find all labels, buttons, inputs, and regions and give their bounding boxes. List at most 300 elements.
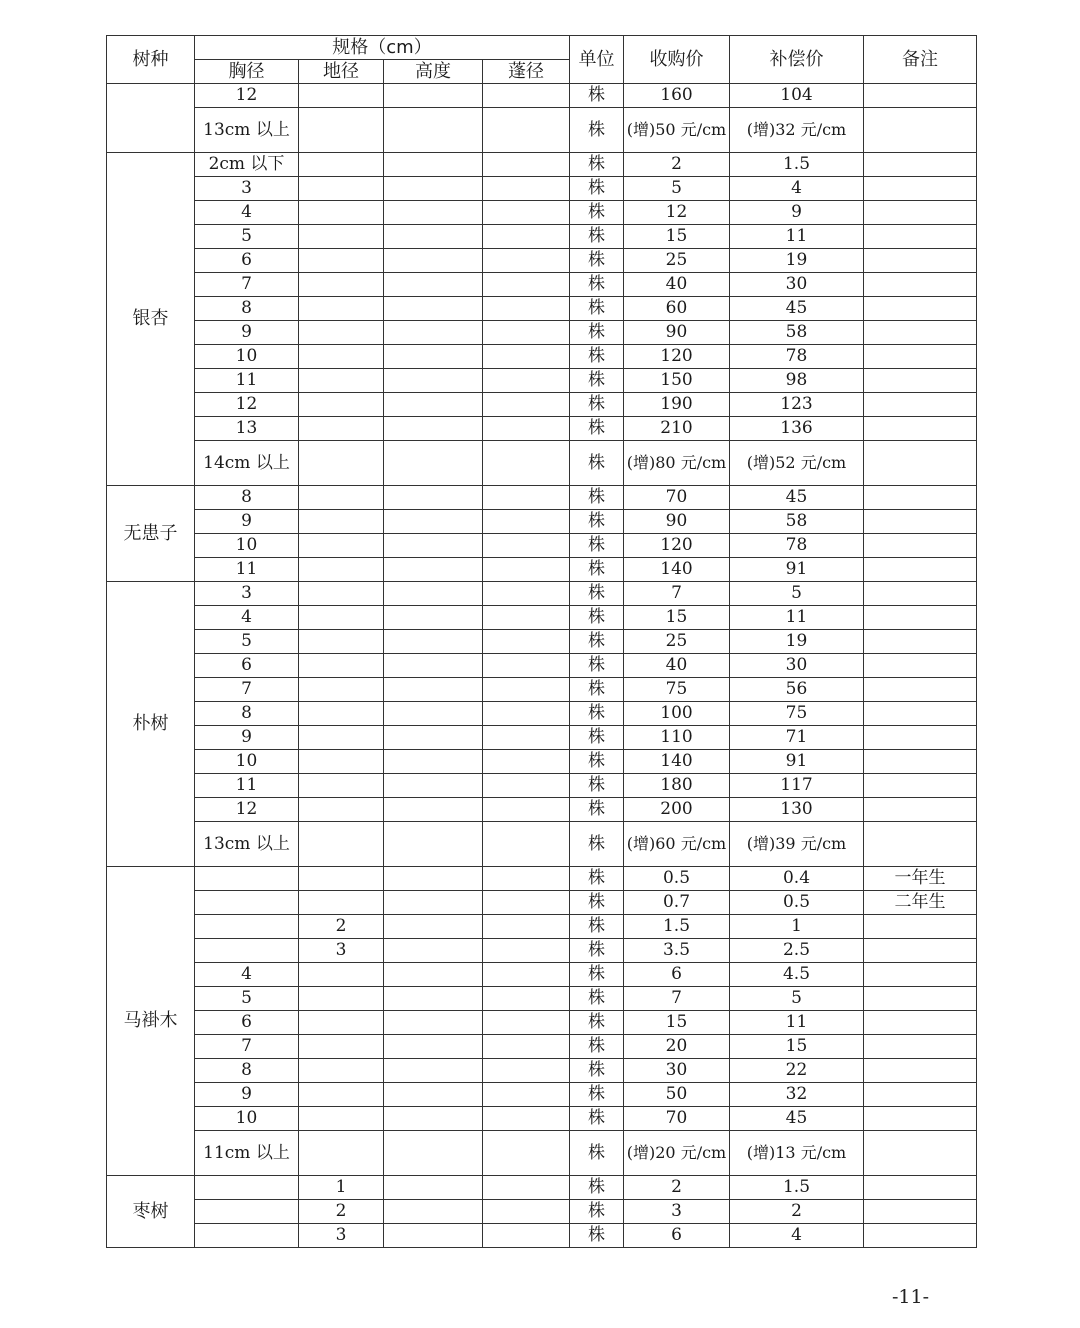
breast-diameter-cell: 11 — [195, 369, 299, 393]
unit-cell: 株 — [570, 1200, 624, 1224]
crown-diameter-cell — [483, 201, 570, 225]
purchase-price-cell: 15 — [624, 1011, 730, 1035]
ground-diameter-cell — [299, 225, 384, 249]
breast-diameter-cell: 12 — [195, 84, 299, 108]
compensation-price-cell: (增)52 元/cm — [730, 441, 864, 486]
breast-diameter-cell: 5 — [195, 225, 299, 249]
unit-cell: 株 — [570, 393, 624, 417]
purchase-price-cell: 7 — [624, 987, 730, 1011]
height-cell — [384, 297, 483, 321]
purchase-price-cell: 15 — [624, 225, 730, 249]
crown-diameter-cell — [483, 345, 570, 369]
table-row — [107, 798, 977, 822]
note-cell — [864, 297, 977, 321]
purchase-price-cell: 60 — [624, 297, 730, 321]
height-cell — [384, 558, 483, 582]
crown-diameter-cell — [483, 798, 570, 822]
crown-diameter-cell — [483, 750, 570, 774]
purchase-price-cell: 7 — [624, 582, 730, 606]
crown-diameter-cell — [483, 582, 570, 606]
table-row — [107, 654, 977, 678]
unit-cell: 株 — [570, 822, 624, 867]
unit-cell: 株 — [570, 987, 624, 1011]
breast-diameter-cell: 10 — [195, 345, 299, 369]
height-cell — [384, 273, 483, 297]
crown-diameter-cell — [483, 486, 570, 510]
ground-diameter-cell — [299, 867, 384, 891]
note-cell — [864, 1200, 977, 1224]
ground-diameter-cell — [299, 153, 384, 177]
price-table — [106, 35, 977, 1248]
breast-diameter-cell — [195, 915, 299, 939]
breast-diameter-cell: 11cm 以上 — [195, 1131, 299, 1176]
header-note: 备注 — [864, 36, 977, 84]
species-cell: 枣树 — [107, 1176, 195, 1248]
breast-diameter-cell: 12 — [195, 393, 299, 417]
note-cell — [864, 1011, 977, 1035]
ground-diameter-cell — [299, 273, 384, 297]
breast-diameter-cell: 6 — [195, 249, 299, 273]
unit-cell: 株 — [570, 297, 624, 321]
breast-diameter-cell — [195, 939, 299, 963]
ground-diameter-cell — [299, 963, 384, 987]
note-cell — [864, 345, 977, 369]
height-cell — [384, 678, 483, 702]
crown-diameter-cell — [483, 606, 570, 630]
unit-cell: 株 — [570, 273, 624, 297]
ground-diameter-cell — [299, 726, 384, 750]
note-cell — [864, 1131, 977, 1176]
table-row — [107, 177, 977, 201]
height-cell — [384, 822, 483, 867]
table-row — [107, 606, 977, 630]
compensation-price-cell: 123 — [730, 393, 864, 417]
table-row — [107, 1176, 977, 1200]
ground-diameter-cell: 1 — [299, 1176, 384, 1200]
ground-diameter-cell — [299, 510, 384, 534]
breast-diameter-cell: 10 — [195, 534, 299, 558]
table-row — [107, 510, 977, 534]
header-breast-diameter: 胸径 — [195, 60, 299, 84]
height-cell — [384, 225, 483, 249]
unit-cell: 株 — [570, 441, 624, 486]
crown-diameter-cell — [483, 1107, 570, 1131]
breast-diameter-cell: 3 — [195, 177, 299, 201]
unit-cell: 株 — [570, 369, 624, 393]
compensation-price-cell: 11 — [730, 1011, 864, 1035]
table-row — [107, 201, 977, 225]
compensation-price-cell: 45 — [730, 1107, 864, 1131]
note-cell — [864, 1035, 977, 1059]
purchase-price-cell: 70 — [624, 1107, 730, 1131]
compensation-price-cell: 22 — [730, 1059, 864, 1083]
purchase-price-cell: 6 — [624, 963, 730, 987]
species-cell: 无患子 — [107, 486, 195, 582]
ground-diameter-cell — [299, 345, 384, 369]
unit-cell: 株 — [570, 963, 624, 987]
table-row — [107, 297, 977, 321]
table-row — [107, 822, 977, 867]
breast-diameter-cell: 6 — [195, 654, 299, 678]
note-cell — [864, 510, 977, 534]
unit-cell: 株 — [570, 534, 624, 558]
unit-cell: 株 — [570, 177, 624, 201]
purchase-price-cell: (增)60 元/cm — [624, 822, 730, 867]
note-cell — [864, 1107, 977, 1131]
compensation-price-cell: 11 — [730, 606, 864, 630]
compensation-price-cell: 19 — [730, 249, 864, 273]
purchase-price-cell: 0.7 — [624, 891, 730, 915]
compensation-price-cell: 75 — [730, 702, 864, 726]
note-cell — [864, 798, 977, 822]
ground-diameter-cell — [299, 558, 384, 582]
crown-diameter-cell — [483, 963, 570, 987]
note-cell — [864, 201, 977, 225]
ground-diameter-cell — [299, 822, 384, 867]
table-row — [107, 321, 977, 345]
header-compensation-price: 补偿价 — [730, 36, 864, 84]
note-cell — [864, 750, 977, 774]
crown-diameter-cell — [483, 369, 570, 393]
ground-diameter-cell — [299, 417, 384, 441]
unit-cell: 株 — [570, 486, 624, 510]
height-cell — [384, 321, 483, 345]
table-row — [107, 486, 977, 510]
breast-diameter-cell: 7 — [195, 1035, 299, 1059]
compensation-price-cell: 117 — [730, 774, 864, 798]
crown-diameter-cell — [483, 1059, 570, 1083]
compensation-price-cell: (增)39 元/cm — [730, 822, 864, 867]
header-purchase-price: 收购价 — [624, 36, 730, 84]
table-row — [107, 774, 977, 798]
purchase-price-cell: 90 — [624, 510, 730, 534]
table-row — [107, 939, 977, 963]
purchase-price-cell: 70 — [624, 486, 730, 510]
height-cell — [384, 1131, 483, 1176]
purchase-price-cell: (增)50 元/cm — [624, 108, 730, 153]
crown-diameter-cell — [483, 225, 570, 249]
table-row — [107, 1011, 977, 1035]
compensation-price-cell: 136 — [730, 417, 864, 441]
crown-diameter-cell — [483, 297, 570, 321]
note-cell — [864, 606, 977, 630]
height-cell — [384, 201, 483, 225]
ground-diameter-cell — [299, 630, 384, 654]
purchase-price-cell: 50 — [624, 1083, 730, 1107]
ground-diameter-cell — [299, 702, 384, 726]
purchase-price-cell: (增)80 元/cm — [624, 441, 730, 486]
unit-cell: 株 — [570, 750, 624, 774]
table-row — [107, 393, 977, 417]
breast-diameter-cell: 9 — [195, 1083, 299, 1107]
note-cell — [864, 774, 977, 798]
unit-cell: 株 — [570, 582, 624, 606]
purchase-price-cell: 190 — [624, 393, 730, 417]
unit-cell: 株 — [570, 1224, 624, 1248]
compensation-price-cell: 91 — [730, 558, 864, 582]
unit-cell: 株 — [570, 201, 624, 225]
height-cell — [384, 84, 483, 108]
ground-diameter-cell — [299, 84, 384, 108]
table-row — [107, 441, 977, 486]
crown-diameter-cell — [483, 1011, 570, 1035]
height-cell — [384, 108, 483, 153]
table-row — [107, 987, 977, 1011]
breast-diameter-cell: 11 — [195, 774, 299, 798]
purchase-price-cell: (增)20 元/cm — [624, 1131, 730, 1176]
crown-diameter-cell — [483, 1176, 570, 1200]
purchase-price-cell: 2 — [624, 153, 730, 177]
ground-diameter-cell — [299, 750, 384, 774]
ground-diameter-cell — [299, 987, 384, 1011]
unit-cell: 株 — [570, 558, 624, 582]
purchase-price-cell: 1.5 — [624, 915, 730, 939]
height-cell — [384, 1176, 483, 1200]
table-row — [107, 582, 977, 606]
compensation-price-cell: 2 — [730, 1200, 864, 1224]
breast-diameter-cell: 2cm 以下 — [195, 153, 299, 177]
header-species: 树种 — [107, 36, 195, 84]
height-cell — [384, 417, 483, 441]
ground-diameter-cell — [299, 798, 384, 822]
ground-diameter-cell — [299, 393, 384, 417]
ground-diameter-cell: 3 — [299, 939, 384, 963]
ground-diameter-cell — [299, 774, 384, 798]
purchase-price-cell: 15 — [624, 606, 730, 630]
table-row — [107, 1035, 977, 1059]
crown-diameter-cell — [483, 822, 570, 867]
purchase-price-cell: 180 — [624, 774, 730, 798]
crown-diameter-cell — [483, 867, 570, 891]
height-cell — [384, 1200, 483, 1224]
compensation-price-cell: 130 — [730, 798, 864, 822]
note-cell — [864, 486, 977, 510]
compensation-price-cell: 91 — [730, 750, 864, 774]
height-cell — [384, 798, 483, 822]
crown-diameter-cell — [483, 630, 570, 654]
height-cell — [384, 153, 483, 177]
compensation-price-cell: 71 — [730, 726, 864, 750]
height-cell — [384, 486, 483, 510]
crown-diameter-cell — [483, 915, 570, 939]
crown-diameter-cell — [483, 987, 570, 1011]
unit-cell: 株 — [570, 606, 624, 630]
compensation-price-cell: 19 — [730, 630, 864, 654]
height-cell — [384, 441, 483, 486]
ground-diameter-cell — [299, 606, 384, 630]
ground-diameter-cell — [299, 1107, 384, 1131]
table-row — [107, 1107, 977, 1131]
table-row — [107, 726, 977, 750]
breast-diameter-cell: 9 — [195, 510, 299, 534]
height-cell — [384, 249, 483, 273]
crown-diameter-cell — [483, 774, 570, 798]
compensation-price-cell: 32 — [730, 1083, 864, 1107]
crown-diameter-cell — [483, 678, 570, 702]
ground-diameter-cell — [299, 297, 384, 321]
compensation-price-cell: 45 — [730, 297, 864, 321]
compensation-price-cell: (增)13 元/cm — [730, 1131, 864, 1176]
table-row — [107, 1131, 977, 1176]
breast-diameter-cell: 10 — [195, 1107, 299, 1131]
unit-cell: 株 — [570, 891, 624, 915]
purchase-price-cell: 140 — [624, 750, 730, 774]
height-cell — [384, 1059, 483, 1083]
compensation-price-cell: 56 — [730, 678, 864, 702]
table-row — [107, 225, 977, 249]
crown-diameter-cell — [483, 393, 570, 417]
compensation-price-cell: 58 — [730, 510, 864, 534]
purchase-price-cell: 140 — [624, 558, 730, 582]
unit-cell: 株 — [570, 1011, 624, 1035]
table-row — [107, 1224, 977, 1248]
ground-diameter-cell — [299, 177, 384, 201]
breast-diameter-cell — [195, 1224, 299, 1248]
purchase-price-cell: 3 — [624, 1200, 730, 1224]
purchase-price-cell: 12 — [624, 201, 730, 225]
note-cell — [864, 534, 977, 558]
note-cell — [864, 702, 977, 726]
note-cell — [864, 678, 977, 702]
purchase-price-cell: 0.5 — [624, 867, 730, 891]
purchase-price-cell: 40 — [624, 273, 730, 297]
table-row — [107, 273, 977, 297]
note-cell — [864, 177, 977, 201]
unit-cell: 株 — [570, 726, 624, 750]
breast-diameter-cell: 8 — [195, 486, 299, 510]
note-cell — [864, 987, 977, 1011]
breast-diameter-cell: 12 — [195, 798, 299, 822]
breast-diameter-cell: 5 — [195, 630, 299, 654]
note-cell — [864, 249, 977, 273]
crown-diameter-cell — [483, 1083, 570, 1107]
unit-cell: 株 — [570, 510, 624, 534]
height-cell — [384, 345, 483, 369]
ground-diameter-cell — [299, 1131, 384, 1176]
breast-diameter-cell: 4 — [195, 963, 299, 987]
unit-cell: 株 — [570, 1131, 624, 1176]
note-cell — [864, 393, 977, 417]
purchase-price-cell: 90 — [624, 321, 730, 345]
crown-diameter-cell — [483, 273, 570, 297]
height-cell — [384, 606, 483, 630]
breast-diameter-cell: 14cm 以上 — [195, 441, 299, 486]
unit-cell: 株 — [570, 225, 624, 249]
header-ground-diameter: 地径 — [299, 60, 384, 84]
breast-diameter-cell: 13 — [195, 417, 299, 441]
note-cell — [864, 441, 977, 486]
crown-diameter-cell — [483, 1200, 570, 1224]
species-cell: 银杏 — [107, 153, 195, 486]
purchase-price-cell: 75 — [624, 678, 730, 702]
purchase-price-cell: 25 — [624, 630, 730, 654]
ground-diameter-cell — [299, 678, 384, 702]
purchase-price-cell: 100 — [624, 702, 730, 726]
note-cell — [864, 630, 977, 654]
unit-cell: 株 — [570, 321, 624, 345]
ground-diameter-cell — [299, 654, 384, 678]
unit-cell: 株 — [570, 153, 624, 177]
height-cell — [384, 915, 483, 939]
compensation-price-cell: 15 — [730, 1035, 864, 1059]
unit-cell: 株 — [570, 417, 624, 441]
table-row — [107, 678, 977, 702]
breast-diameter-cell: 13cm 以上 — [195, 822, 299, 867]
purchase-price-cell: 30 — [624, 1059, 730, 1083]
note-cell — [864, 369, 977, 393]
height-cell — [384, 963, 483, 987]
table-row — [107, 1200, 977, 1224]
compensation-price-cell: 30 — [730, 273, 864, 297]
unit-cell: 株 — [570, 1059, 624, 1083]
breast-diameter-cell — [195, 867, 299, 891]
unit-cell: 株 — [570, 249, 624, 273]
unit-cell: 株 — [570, 1035, 624, 1059]
breast-diameter-cell: 5 — [195, 987, 299, 1011]
unit-cell: 株 — [570, 345, 624, 369]
crown-diameter-cell — [483, 321, 570, 345]
note-cell — [864, 822, 977, 867]
table-row — [107, 750, 977, 774]
purchase-price-cell: 210 — [624, 417, 730, 441]
breast-diameter-cell: 4 — [195, 606, 299, 630]
unit-cell: 株 — [570, 1176, 624, 1200]
header-spec-group: 规格（cm） — [195, 36, 570, 60]
height-cell — [384, 654, 483, 678]
purchase-price-cell: 120 — [624, 534, 730, 558]
unit-cell: 株 — [570, 1083, 624, 1107]
table-row — [107, 891, 977, 915]
crown-diameter-cell — [483, 1035, 570, 1059]
height-cell — [384, 774, 483, 798]
height-cell — [384, 1035, 483, 1059]
crown-diameter-cell — [483, 702, 570, 726]
height-cell — [384, 582, 483, 606]
crown-diameter-cell — [483, 84, 570, 108]
crown-diameter-cell — [483, 417, 570, 441]
unit-cell: 株 — [570, 798, 624, 822]
compensation-price-cell: 58 — [730, 321, 864, 345]
unit-cell: 株 — [570, 1107, 624, 1131]
ground-diameter-cell — [299, 1059, 384, 1083]
header-unit: 单位 — [570, 36, 624, 84]
table-row — [107, 867, 977, 891]
purchase-price-cell: 20 — [624, 1035, 730, 1059]
breast-diameter-cell: 10 — [195, 750, 299, 774]
table-row — [107, 108, 977, 153]
compensation-price-cell: 2.5 — [730, 939, 864, 963]
crown-diameter-cell — [483, 153, 570, 177]
crown-diameter-cell — [483, 558, 570, 582]
crown-diameter-cell — [483, 939, 570, 963]
crown-diameter-cell — [483, 1131, 570, 1176]
note-cell — [864, 153, 977, 177]
compensation-price-cell: 5 — [730, 582, 864, 606]
species-cell: 朴树 — [107, 582, 195, 867]
compensation-price-cell: 78 — [730, 534, 864, 558]
breast-diameter-cell: 4 — [195, 201, 299, 225]
ground-diameter-cell — [299, 369, 384, 393]
height-cell — [384, 510, 483, 534]
height-cell — [384, 987, 483, 1011]
height-cell — [384, 393, 483, 417]
ground-diameter-cell — [299, 891, 384, 915]
compensation-price-cell: 98 — [730, 369, 864, 393]
compensation-price-cell: 5 — [730, 987, 864, 1011]
height-cell — [384, 1224, 483, 1248]
breast-diameter-cell: 8 — [195, 702, 299, 726]
height-cell — [384, 534, 483, 558]
